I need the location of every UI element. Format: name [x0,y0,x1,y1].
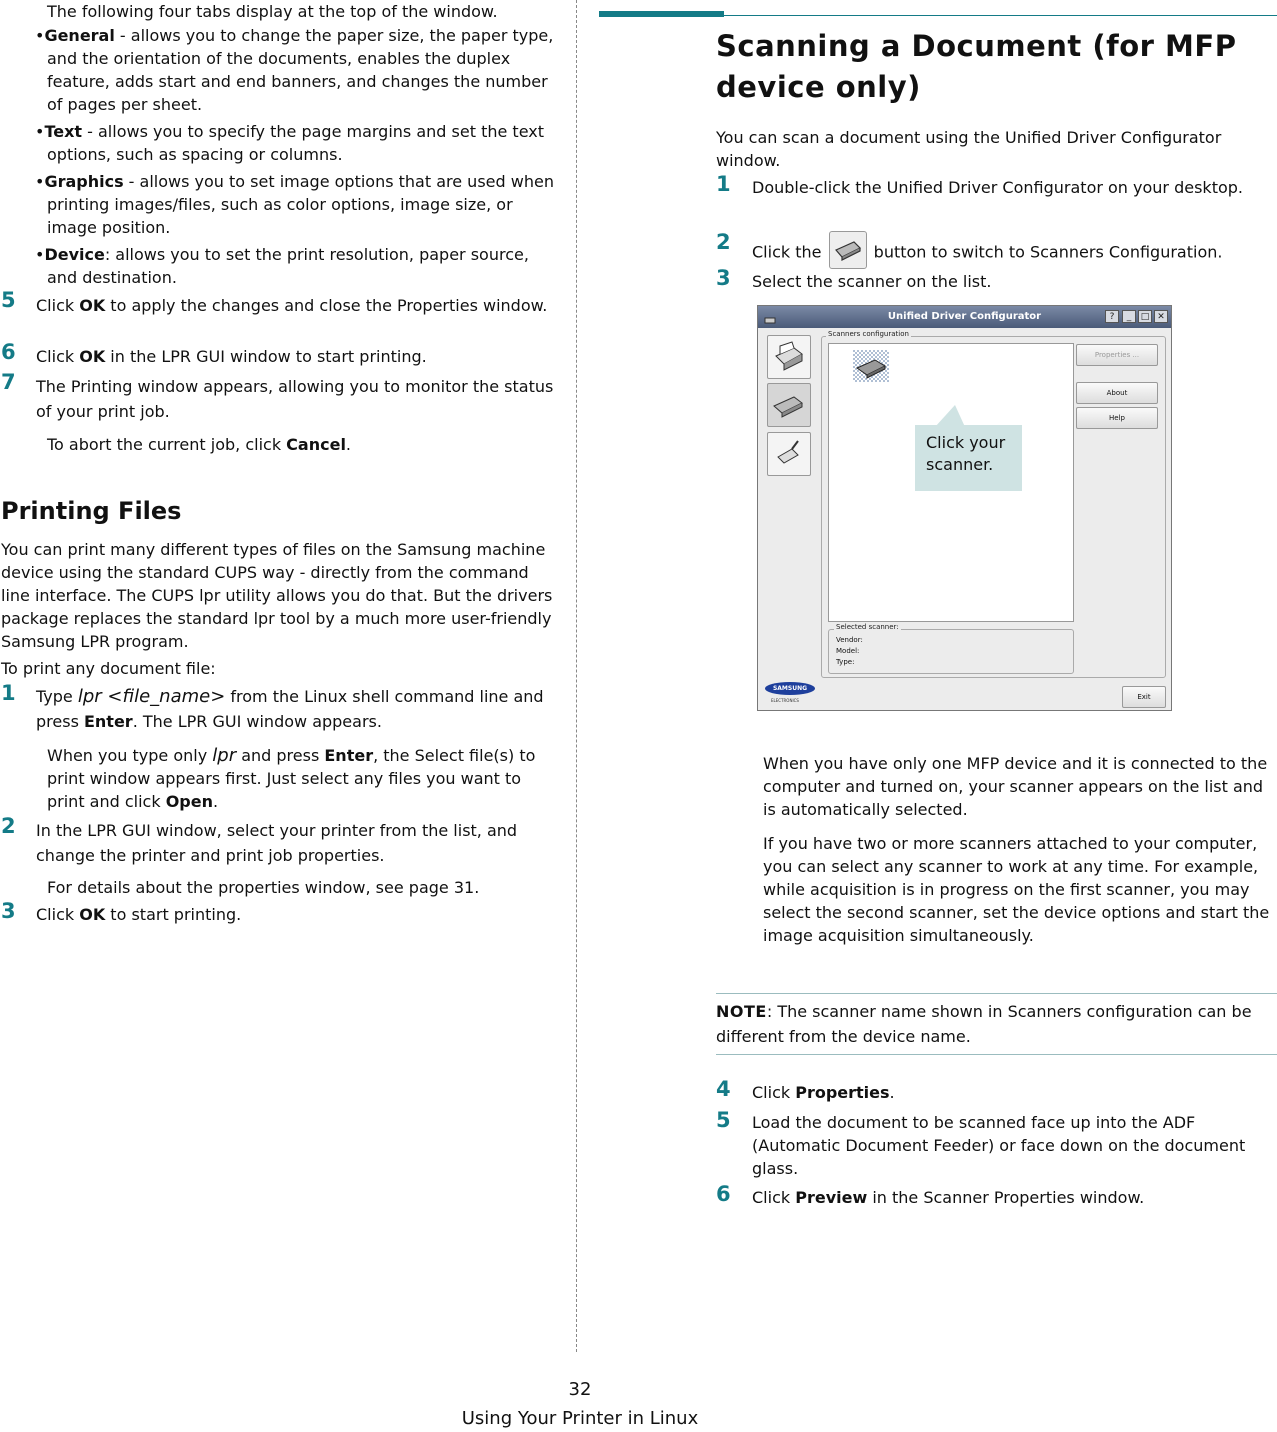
step-2-text: In the LPR GUI window, select your printer from the list, and change the printer and print job properties. [36,821,518,865]
page-title: Scanning a Document (for MFP device only) [716,29,1237,104]
help-title-icon[interactable]: ? [1105,310,1119,323]
scan-intro: You can scan a document using the Unified Driver Configurator window. [716,128,1222,170]
step-number: 5 [1,288,16,312]
bullet-general: •General - allows you to change the paper size, the paper type, and the orientation of the documents, enables the duplex feature, adds start and end banners, and changes the number of pages per sheet. [35,26,554,114]
scanner-list-item[interactable] [853,350,889,382]
help-button[interactable]: Help [1076,407,1158,429]
step-1-note: When you type only lpr and press Enter, the Select file(s) to print window appears first. Just select any files you want to print and click Open. [47,745,536,811]
scanner-icon [853,350,889,382]
step-number: 5 [716,1108,731,1132]
abort-note: To abort the current job, click Cancel. [47,435,352,454]
multiple-scanners-paragraph: If you have two or more scanners attached to your computer, you can select any scanner to work at any time. For example, while acquisition is in progress on the first scanner, you may select the second scanner, set the device options and start the image acquisition simultaneously. [763,834,1270,945]
tabs-intro: The following four tabs display at the top of the window. [47,2,498,21]
step-number: 1 [1,681,16,705]
step-number: 1 [716,172,731,196]
bullet-device: •Device: allows you to set the print resolution, paper source, and destination. [35,245,529,287]
group-label: Scanners configuration [828,330,909,338]
step-1-text: Type lpr <file_name> from the Linux shell command line and press Enter. The LPR GUI window appears. [36,686,544,731]
app-icon [764,310,776,322]
step-number: 2 [716,230,731,254]
scan-step-5: Load the document to be scanned face up into the ADF (Automatic Document Feeder) or face down on the document glass. [752,1113,1246,1178]
note-top-rule [716,993,1277,994]
window-title: Unified Driver Configurator [758,306,1171,328]
step-2-note: For details about the properties window, see page 31. [47,878,480,897]
bullet-text: •Text - allows you to specify the page margins and set the text options, such as spacing or columns. [35,122,544,164]
printer-icon [768,336,810,378]
title-accent-bar [599,11,724,17]
scan-step-2: Click the button to switch to Scanners Configuration. [752,234,1222,272]
scan-step-6: Click Preview in the Scanner Properties window. [752,1188,1145,1207]
step-number: 2 [1,814,16,838]
step-number: 3 [716,266,731,290]
step-number: 6 [716,1182,731,1206]
step-6-text: Click OK in the LPR GUI window to start printing. [36,347,427,366]
group-label: Selected scanner: [836,623,899,631]
scan-step-1: Double-click the Unified Driver Configurator on your desktop. [752,178,1243,197]
footer-chapter: Using Your Printer in Linux [461,1408,699,1429]
bullet-graphics: •Graphics - allows you to set image options that are used when printing images/files, such as color options, image size, or image position. [35,172,554,237]
step-number: 4 [716,1077,731,1101]
note: NOTE: The scanner name shown in Scanners configuration can be different from the device name. [716,1002,1252,1046]
single-device-paragraph: When you have only one MFP device and it is connected to the computer and turned on, your scanner appears on the list and is automatically selected. [763,754,1268,819]
minimize-icon[interactable]: _ [1122,310,1136,323]
type-label: Type: [836,658,855,666]
callout-text: Click your scanner. [926,433,1006,474]
printers-config-button[interactable] [767,335,811,379]
selected-scanner-group [828,629,1074,674]
scan-step-3: Select the scanner on the list. [752,272,992,291]
unified-driver-configurator-window [757,305,1172,711]
vendor-label: Vendor: [836,636,863,644]
scanner-icon [768,384,810,426]
step-number: 6 [1,340,16,364]
step-7-text: The Printing window appears, allowing you to monitor the status of your print job. [36,377,554,421]
step-number: 7 [1,370,16,394]
printing-files-paragraph: You can print many different types of files on the Samsung machine device using the standard CUPS way - directly from the command line interface. The CUPS lpr utility allows you do that. But the drivers package replaces the standard lpr tool by a much more user-friendly Samsung LPR program. [1,540,553,651]
samsung-logo: SAMSUNG [765,682,815,695]
properties-button[interactable]: Properties ... [1076,344,1158,366]
step-number: 3 [1,899,16,923]
close-icon[interactable]: ✕ [1154,310,1168,323]
model-label: Model: [836,647,860,655]
tab-bullet-list [35,24,558,289]
title-rule [724,15,1277,16]
page-number: 32 [568,1379,592,1400]
scanner-config-button-icon [829,231,867,269]
exit-button[interactable]: Exit [1122,686,1166,708]
print-instruction: To print any document file: [1,659,216,678]
logo-subtext: ELECTRONICS [771,698,799,703]
ports-config-button[interactable] [767,432,811,476]
step-3-text: Click OK to start printing. [36,905,242,924]
scan-step-4: Click Properties. [752,1083,895,1102]
step-5-text: Click OK to apply the changes and close the Properties window. [36,296,548,315]
maximize-icon[interactable]: □ [1138,310,1152,323]
callout-pointer [935,405,965,427]
port-icon [768,433,810,475]
note-bottom-rule [716,1054,1277,1055]
scanners-config-button[interactable] [767,383,811,427]
section-heading: Printing Files [1,497,182,525]
about-button[interactable]: About [1076,382,1158,404]
column-divider [576,0,577,1352]
